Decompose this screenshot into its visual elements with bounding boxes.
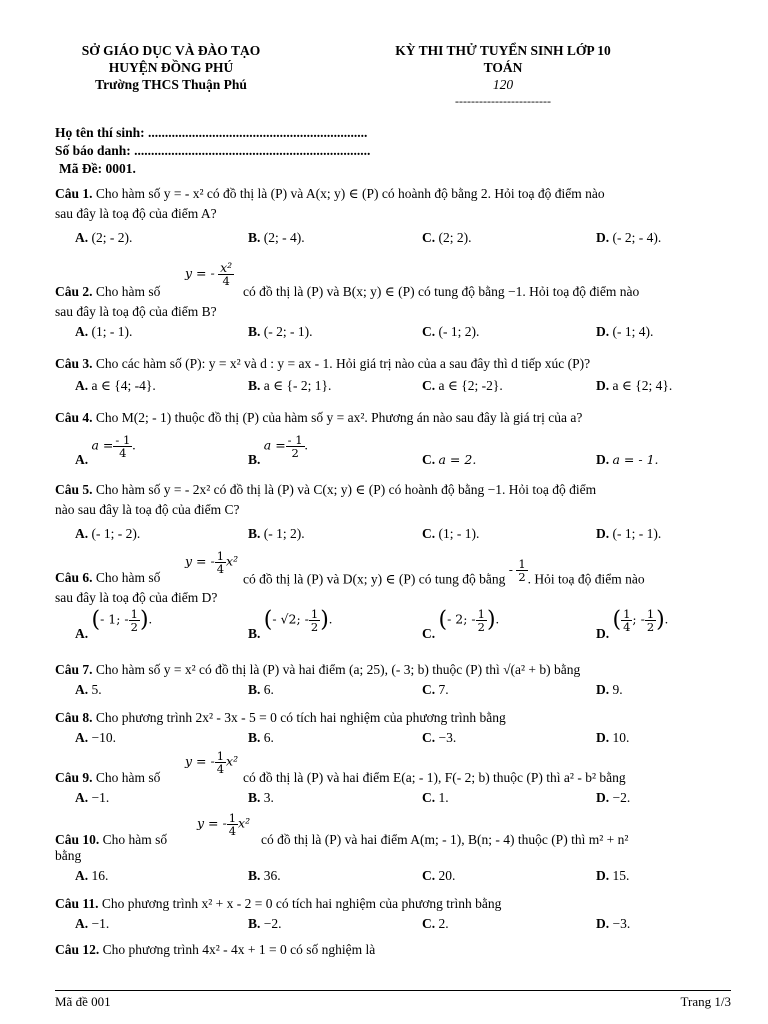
question-8 [55,708,731,745]
question-2: Câu 2. Cho hàm số y = - $\frac{\text{x²}}{4}$ có đồ thị là (P) và B(x; y) ∈ (P) có tung độ bằng −1. Hỏi toạ độ điểm nào sau đây là toạ độ của điểm B? A. (1; - 1). B. (- 2; - 1). C. (- 1; 2). D. (- 1; 4). [55,262,731,322]
option-b: B. (- √2; - $\frac{1}{2}$ ). [248,607,333,641]
options-row [55,608,731,648]
option-a: A. (1; - 1). [75,324,133,339]
option-d: D. 9. [596,682,623,697]
option-c: C. 2. [422,916,449,931]
function-formula: y = - $\frac{\text{x²}}{4}$ [185,260,233,288]
question-label: Câu 1. [55,186,93,201]
option-d: D. (- 2; - 4). [596,230,662,245]
option-d: D. a ∈ {2; 4}. [596,378,673,393]
option-d: D. (- 1; - 1). [596,526,662,541]
question-text: nào sau đây là toạ độ của điểm C? [55,502,240,517]
duration: 120 [492,77,514,92]
question-text: sau đây là toạ độ của điểm B? [55,304,217,319]
option-d: D. 10. [596,730,630,745]
question-12 [55,940,731,960]
options-row [55,376,731,396]
question-text: Cho phương trình x² + x - 2 = 0 có tích hai nghiệm của phương trình bằng [101,896,502,911]
function-formula: y = - $\frac{1}{4}$ x² [185,749,239,776]
option-a: A. −1. [75,790,110,805]
question-4 [55,408,731,467]
question-label: Câu 4. [55,410,93,425]
question-label: Câu 2. [55,284,93,299]
option-b: B. 6. [248,682,274,697]
option-b: B. (- 1; 2). [248,526,305,541]
option-c: C. 20. [422,868,456,883]
question-text: sau đây là toạ độ của điểm A? [55,206,217,221]
header-divider: ------------------------ [455,94,551,108]
question-10: Câu 10. Cho hàm số y = - $\frac{1}{4}$ x² có đồ thị là (P) và hai điểm A(m; - 1), B(n; - 4) thuộc (P) thì m² + n² bằng A. 16. B. 36. C. 20. D. 15. [55,810,731,866]
option-a: A. (- 1; - 2). [75,526,141,541]
option-d: D. a = - 1. [596,452,659,467]
options-row [55,914,731,934]
question-label: Câu 11. [55,896,99,911]
option-a: A. (2; - 2). [75,230,133,245]
question-label: Câu 8. [55,710,93,725]
question-text: Cho hàm số y = x² có đồ thị là (P) và hai điểm (a; 25), (- 3; b) thuộc (P) thì √(a² + b) bằng [95,662,581,677]
option-d: D. 15. [596,868,630,883]
options-row [55,866,731,886]
option-d: D. ( $\frac{1}{4}$ ; - $\frac{1}{2}$ ). [596,607,669,641]
option-b: B. (2; - 4). [248,230,305,245]
dept-line-2: HUYỆN ĐỒNG PHÚ [108,60,234,75]
option-b: B. a = $\frac{- 1}{2}$ . [248,433,308,467]
question-label: Câu 12. [55,942,100,957]
option-b: B. −2. [248,916,282,931]
option-c: C. a ∈ {2; -2}. [422,378,503,393]
options-row [55,680,731,700]
footer-exam-code: Mã đề 001 [55,994,111,1009]
question-label: Câu 9. [55,770,93,785]
options-row [55,322,731,342]
option-b: B. 3. [248,790,274,805]
option-b: B. 36. [248,868,281,883]
option-c: C. (- 2; - $\frac{1}{2}$ ). [422,607,499,641]
question-label: Câu 10. [55,832,100,847]
question-text: có đồ thị là (P) và D(x; y) ∈ (P) có tung độ bằng - $\frac{1}{2}$ . Hỏi toạ độ điểm nào [243,557,645,587]
options-row [55,524,731,544]
option-c: C. 1. [422,790,449,805]
subject: TOÁN [483,60,523,75]
question-text: bằng [55,848,82,863]
question-6: Câu 6. Cho hàm số y = - $\frac{1}{4}$ x² có đồ thị là (P) và D(x; y) ∈ (P) có tung độ bằng - $\frac{1}{2}$ . Hỏi toạ độ điểm nào sau đây là toạ độ của điểm D? A. (- 1; - $\frac{1}{2}$ ). B. (- √2; - $\frac{1}{2}$ ). C. (- 2; - $\frac{1}{2}$ ). D. ( $\frac{1}{4}$ ; - $\frac{1}{2}$ ). [55,548,731,608]
question-label: Câu 5. [55,482,93,497]
option-a: A. (- 1; - $\frac{1}{2}$ ). [75,607,152,641]
option-b: B. 6. [248,730,274,745]
exam-code-line: Mã Đề: 0001. [59,161,136,176]
function-formula: y = - $\frac{1}{4}$ x² [197,811,251,838]
question-5 [55,480,731,541]
dept-line-1: SỞ GIÁO DỤC VÀ ĐÀO TẠO [81,43,261,58]
header-left [56,42,286,93]
function-formula: y = - $\frac{1}{4}$ x² [185,549,239,576]
option-b: B. a ∈ {- 2; 1}. [248,378,332,393]
question-label: Câu 6. [55,570,93,585]
option-c: C. 7. [422,682,449,697]
option-d: D. −3. [596,916,631,931]
footer-page-number: Trang 1/3 [680,994,731,1009]
option-c: C. (2; 2). [422,230,472,245]
option-a: A. a = $\frac{- 1}{4}$ . [75,433,136,467]
option-a: A. a ∈ {4; -4}. [75,378,156,393]
question-text: Cho M(2; - 1) thuộc đồ thị (P) của hàm số y = ax². Phương án nào sau đây là giá trị của a? [95,410,583,425]
option-d: D. −2. [596,790,631,805]
options-row [55,728,731,748]
option-a: A. 5. [75,682,102,697]
question-text: Cho hàm số y = - 2x² có đồ thị là (P) và C(x; y) ∈ (P) có hoành độ bằng −1. Hỏi toạ độ điểm [95,482,597,497]
question-text: sau đây là toạ độ của điểm D? [55,590,218,605]
options-row [55,788,731,808]
option-a: A. 16. [75,868,109,883]
question-text: Cho phương trình 2x² - 3x - 5 = 0 có tích hai nghiệm của phương trình bằng [95,710,506,725]
student-name-line: Họ tên thí sinh: ................................................................. [55,125,368,140]
option-c: C. −3. [422,730,457,745]
option-c: C. (1; - 1). [422,526,480,541]
question-text: Cho các hàm số (P): y = x² và d : y = ax - 1. Hỏi giá trị nào của a sau đây thì d tiếp xúc (P)? [95,356,591,371]
option-a: A. −10. [75,730,116,745]
question-7 [55,660,731,697]
question-3 [55,354,731,393]
question-1 [55,184,731,245]
option-d: D. (- 1; 4). [596,324,654,339]
header-right [372,42,634,109]
question-text: có đồ thị là (P) và B(x; y) ∈ (P) có tung độ bằng −1. Hỏi toạ độ điểm nào [243,284,640,299]
question-text: Cho hàm số y = - x² có đồ thị là (P) và A(x; y) ∈ (P) có hoành độ bằng 2. Hỏi toạ độ điểm nào [95,186,605,201]
option-c: C. (- 1; 2). [422,324,480,339]
page-footer [55,990,731,1009]
question-11 [55,894,731,931]
student-info [55,124,370,178]
question-9: Câu 9. Cho hàm số y = - $\frac{1}{4}$ x² có đồ thị là (P) và hai điểm E(a; - 1), F(- 2; b) thuộc (P) thì a² - b² bằng A. −1. B. 3. C. 1. D. −2. [55,748,731,788]
options-row [55,228,731,248]
exam-title: KỲ THI THỬ TUYỂN SINH LỚP 10 [395,43,611,58]
question-text: Cho phương trình 4x² - 4x + 1 = 0 có số nghiệm là [102,942,376,957]
option-c: C. a = 2. [422,452,477,467]
options-row [55,434,731,470]
question-label: Câu 3. [55,356,93,371]
question-text: có đồ thị là (P) và hai điểm E(a; - 1), F(- 2; b) thuộc (P) thì a² - b² bằng [243,770,626,785]
question-text: có đồ thị là (P) và hai điểm A(m; - 1), B(n; - 4) thuộc (P) thì m² + n² [261,832,629,847]
school-name: Trường THCS Thuận Phú [95,77,247,92]
student-id-line: Số báo danh: ...................................................................... [55,143,371,158]
question-label: Câu 7. [55,662,93,677]
option-b: B. (- 2; - 1). [248,324,313,339]
option-a: A. −1. [75,916,110,931]
